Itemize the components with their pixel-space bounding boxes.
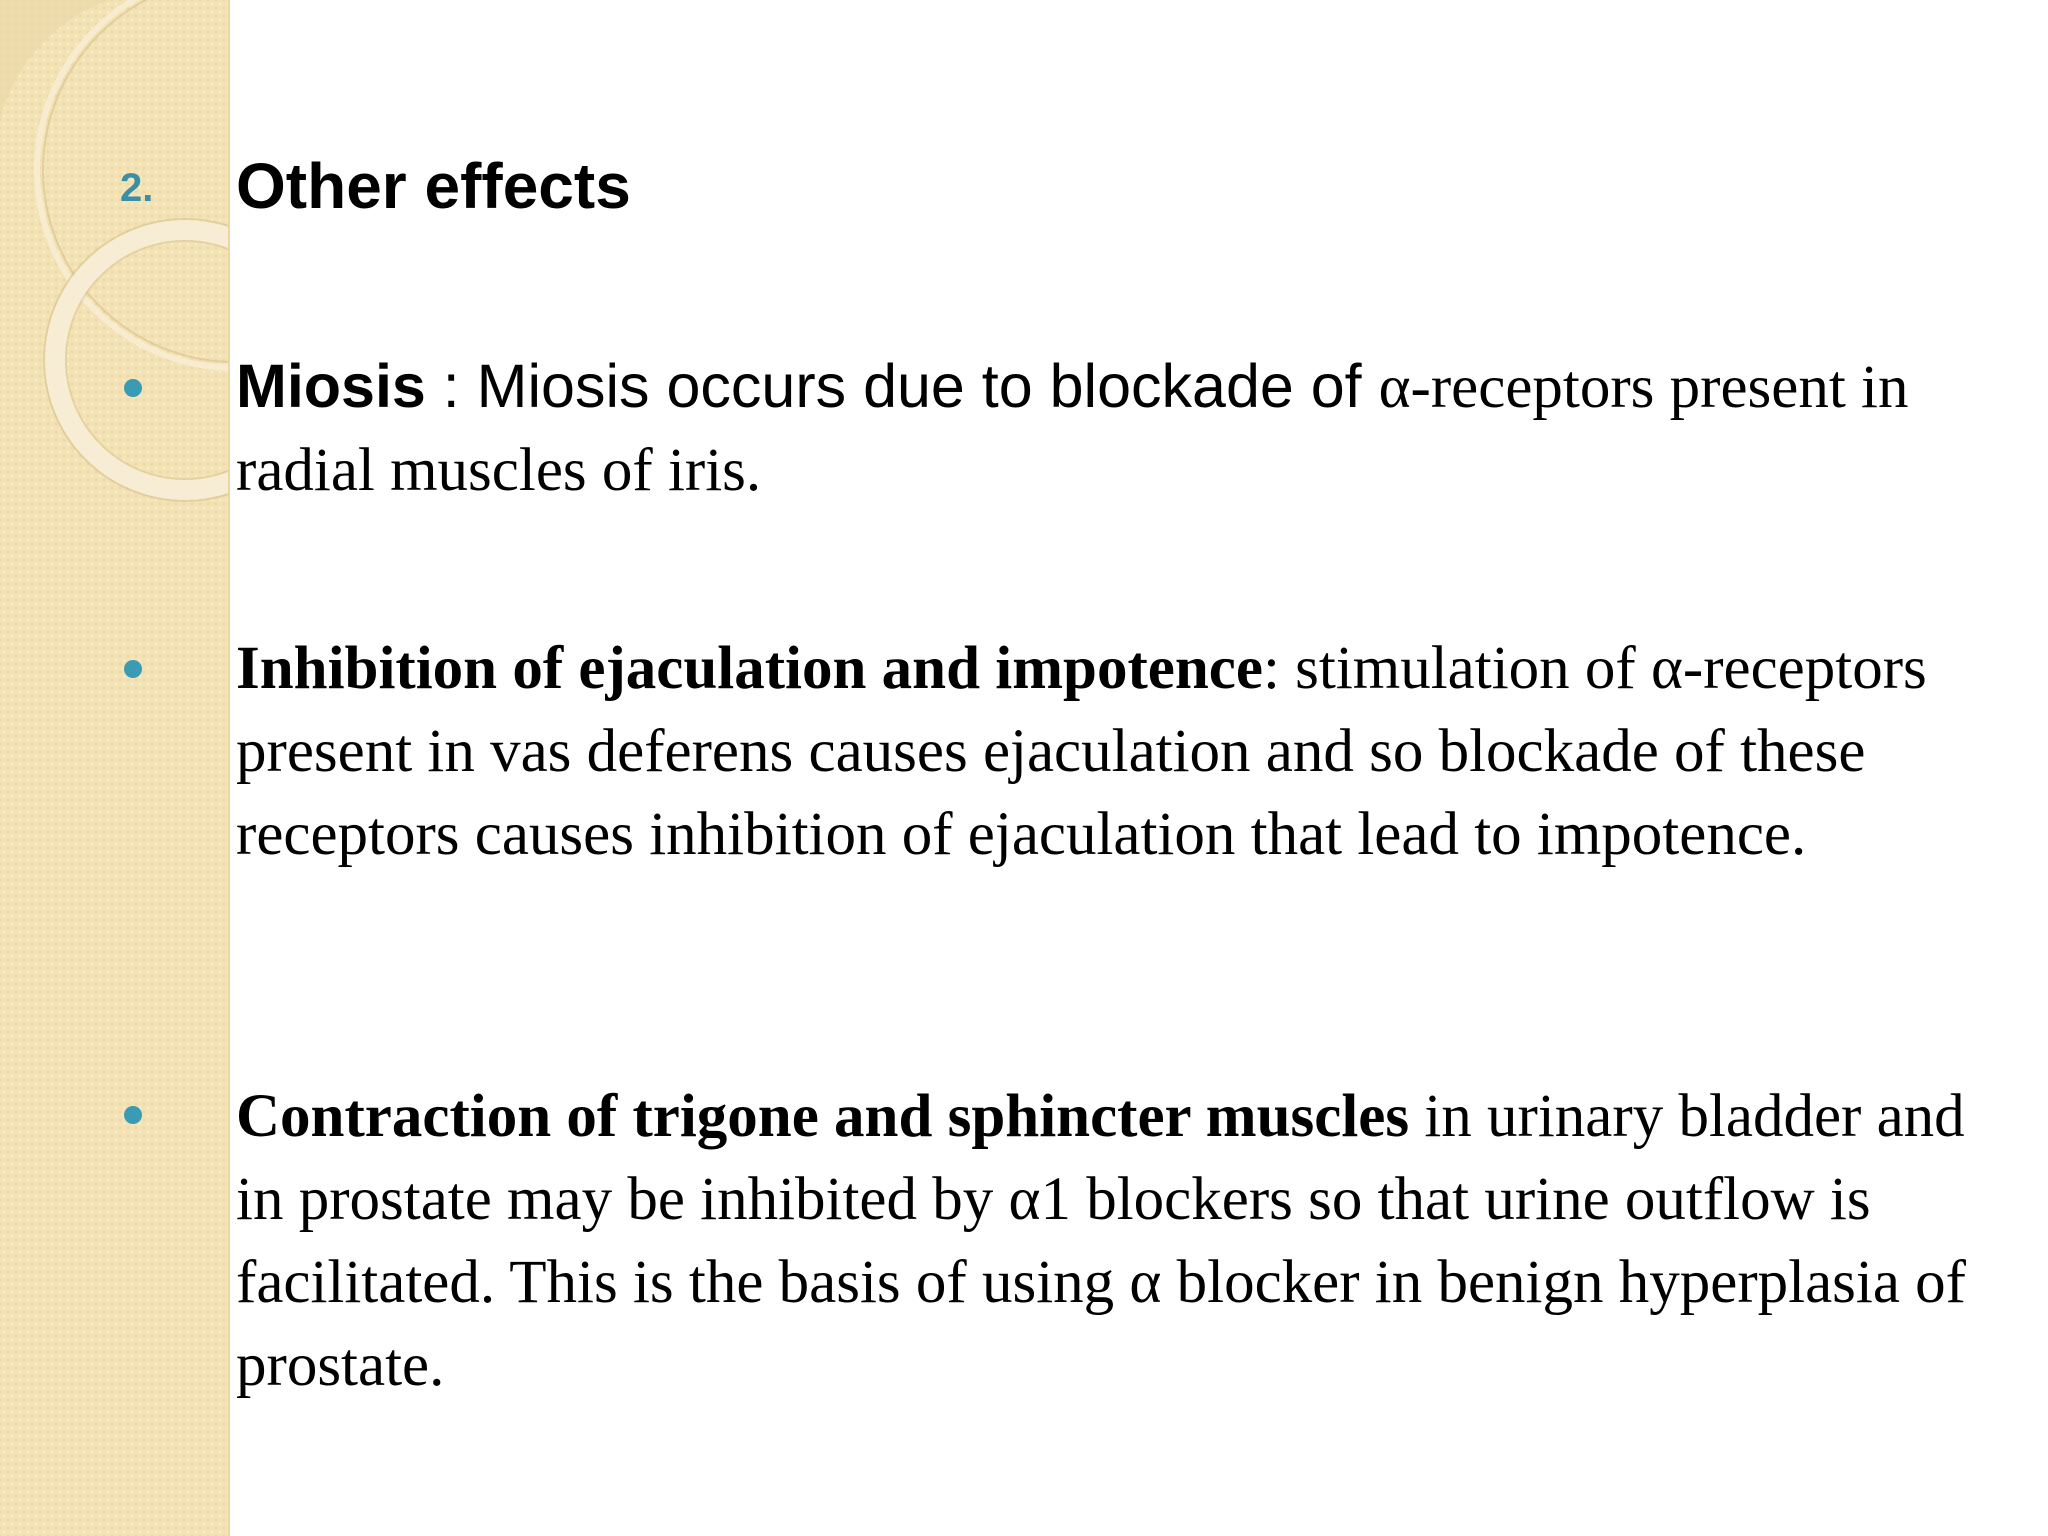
- bullet-dot: [124, 1106, 142, 1124]
- bullet-separator: :: [425, 352, 477, 420]
- bullet-text: α-receptors present in radial muscles of iris.: [236, 354, 1909, 504]
- bullet-ejaculation: [236, 627, 1996, 876]
- section-title: Other effects: [236, 150, 631, 222]
- decorative-rings-graphic: [0, 0, 228, 520]
- bullet-term: Miosis: [236, 352, 426, 420]
- bullet-miosis: [236, 345, 1996, 512]
- bullet-text: in urinary bladder and in prostate may be inhibited by α1 blockers so that urine outflow is facilitated. This is the basis of using α blocker in benign hyperplasia of prostate.: [236, 1083, 1966, 1399]
- bullet-contraction: [236, 1075, 1996, 1407]
- bullet-term: Inhibition of ejaculation and impotence: [236, 635, 1263, 702]
- bullet-term: Contraction of trigone and sphincter muscles: [236, 1083, 1410, 1150]
- list-number: 2.: [120, 166, 154, 210]
- bullet-dot: [124, 379, 142, 397]
- bullet-dot: [124, 660, 142, 678]
- bullet-text: : stimulation of α-receptors present in vas deferens causes ejaculation and so blockade of these receptors causes inhibition of ejaculation that lead to impotence.: [236, 635, 1927, 868]
- bullet-text-sans: Miosis occurs due to blockade of: [476, 352, 1379, 420]
